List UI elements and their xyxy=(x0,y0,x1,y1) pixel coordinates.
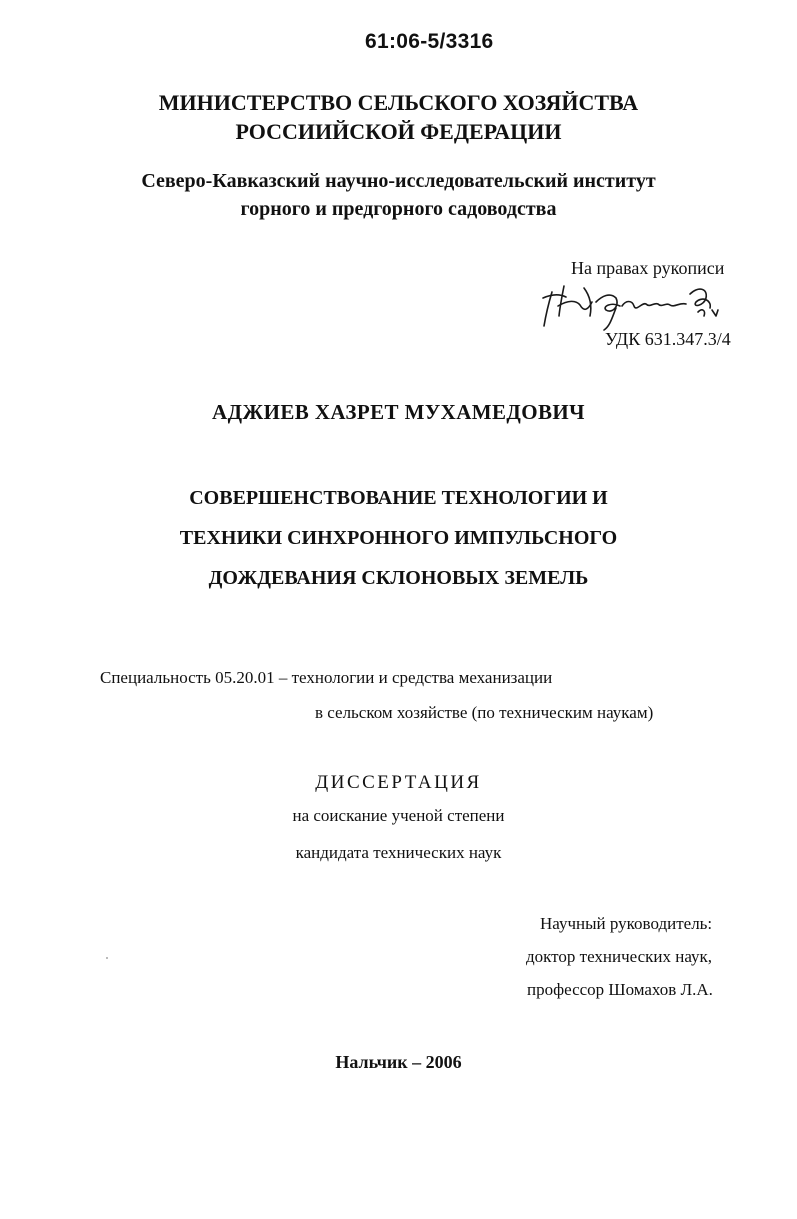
institute-line-2: горного и предгорного садоводства xyxy=(240,198,557,220)
supervisor-degree: доктор технических наук, xyxy=(526,947,713,966)
supervisor-name: профессор Шомахов Л.А. xyxy=(527,980,713,999)
author-name: АДЖИЕВ ХАЗРЕТ МУХАМЕДОВИЧ xyxy=(212,400,585,424)
institute-line-1: Северо-Кавказский научно-исследовательский институт xyxy=(141,170,656,192)
dissertation-title xyxy=(0,478,797,598)
degree-line-2: кандидата технических наук xyxy=(295,843,502,862)
ministry-heading xyxy=(0,88,797,146)
handwritten-signature-icon xyxy=(540,272,730,332)
ministry-line-2: РОССИИЙСКОЙ ФЕДЕРАЦИИ xyxy=(235,119,562,144)
supervisor-label: Научный руководитель: xyxy=(540,914,713,933)
scan-speck xyxy=(106,957,108,959)
udk-code: УДК 631.347.3/4 xyxy=(605,329,731,349)
ministry-line-1: МИНИСТЕРСТВО СЕЛЬСКОГО ХОЗЯЙСТВА xyxy=(158,90,639,115)
archive-code: 61:06-5/3316 xyxy=(365,30,494,53)
specialty-line-1: Специальность 05.20.01 – технологии и средства механизации xyxy=(100,668,553,687)
title-line-1: СОВЕРШЕНСТВОВАНИЕ ТЕХНОЛОГИИ И xyxy=(189,487,608,509)
specialty-line-2: в сельском хозяйстве (по техническим наукам) xyxy=(315,703,654,722)
degree-line-1: на соискание ученой степени xyxy=(292,806,505,825)
institute-name xyxy=(0,167,797,223)
title-line-3: ДОЖДЕВАНИЯ СКЛОНОВЫХ ЗЕМЕЛЬ xyxy=(208,567,589,589)
title-line-2: ТЕХНИКИ СИНХРОННОГО ИМПУЛЬСНОГО xyxy=(179,527,618,549)
place-year: Нальчик – 2006 xyxy=(335,1052,462,1072)
manuscript-rights: На правах рукописи xyxy=(571,258,725,278)
dissertation-heading: ДИССЕРТАЦИЯ xyxy=(315,772,482,793)
